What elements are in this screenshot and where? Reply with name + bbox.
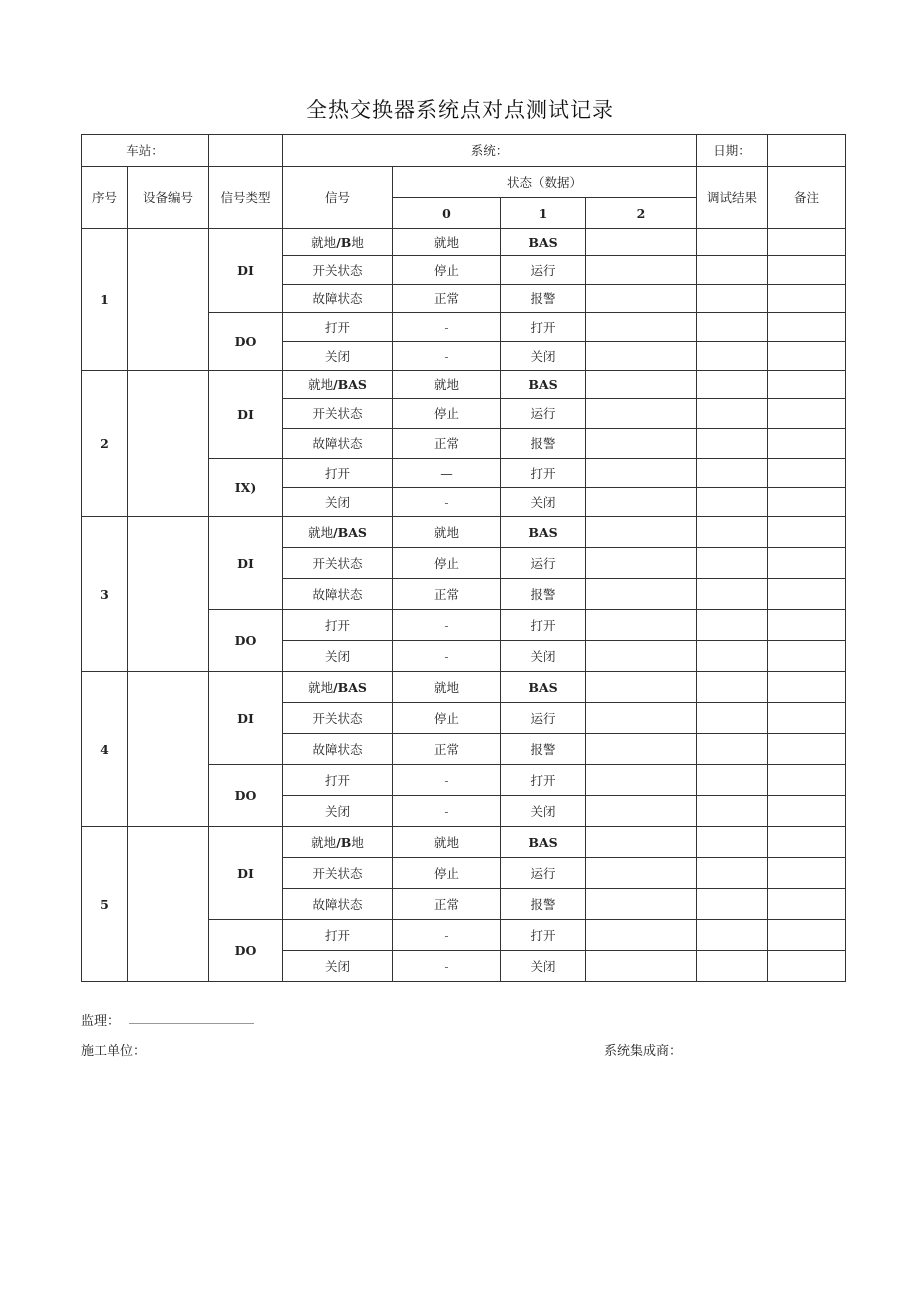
result-cell[interactable] <box>697 517 768 548</box>
col-header-result: 调试结果 <box>697 167 768 229</box>
state-2-value[interactable] <box>586 641 697 672</box>
state-1-value: 报警 <box>501 285 586 313</box>
row-seq: 2 <box>82 371 128 517</box>
signal-name: 就地/B地 <box>283 229 393 256</box>
row-seq: 3 <box>82 517 128 672</box>
remark-cell[interactable] <box>768 734 846 765</box>
state-0-value: - <box>393 342 501 371</box>
state-2-value[interactable] <box>586 459 697 488</box>
state-1-value: 打开 <box>501 765 586 796</box>
result-cell[interactable] <box>697 548 768 579</box>
signal-type-di: DI <box>209 827 283 920</box>
state-1-value: 报警 <box>501 734 586 765</box>
state-1-value: 运行 <box>501 858 586 889</box>
test-record-table <box>81 134 846 982</box>
state-0-value: 正常 <box>393 889 501 920</box>
station-label: 车站： <box>82 135 209 167</box>
state-2-value[interactable] <box>586 796 697 827</box>
state-1-value: 打开 <box>501 610 586 641</box>
state-1-value: 报警 <box>501 889 586 920</box>
table-row <box>82 517 846 548</box>
state-0-value: 就地 <box>393 229 501 256</box>
header-row-columns <box>82 167 846 198</box>
state-0-value: 正常 <box>393 734 501 765</box>
system-label: 系统： <box>283 135 697 167</box>
state-2-value[interactable] <box>586 517 697 548</box>
result-cell[interactable] <box>697 399 768 429</box>
signal-name: 打开 <box>283 920 393 951</box>
date-label: 日期： <box>697 135 768 167</box>
state-2-value[interactable] <box>586 610 697 641</box>
state-1-value: 关闭 <box>501 342 586 371</box>
state-2-value[interactable] <box>586 313 697 342</box>
state-1-value: 运行 <box>501 548 586 579</box>
signal-name: 故障状态 <box>283 734 393 765</box>
signal-name: 开关状态 <box>283 399 393 429</box>
state-0-value: 就地 <box>393 517 501 548</box>
device-id-cell[interactable] <box>128 229 209 371</box>
state-2-value[interactable] <box>586 889 697 920</box>
signal-type-do: IX) <box>209 459 283 517</box>
result-cell[interactable] <box>697 796 768 827</box>
remark-cell[interactable] <box>768 672 846 703</box>
state-2-value[interactable] <box>586 734 697 765</box>
state-1-value: 打开 <box>501 459 586 488</box>
result-cell[interactable] <box>697 672 768 703</box>
result-cell[interactable] <box>697 342 768 371</box>
signal-name: 故障状态 <box>283 889 393 920</box>
state-1-value: BAS <box>501 827 586 858</box>
device-id-cell[interactable] <box>128 517 209 672</box>
result-cell[interactable] <box>697 256 768 285</box>
state-1-value: 关闭 <box>501 951 586 982</box>
result-cell[interactable] <box>697 610 768 641</box>
result-cell[interactable] <box>697 579 768 610</box>
state-0-value: - <box>393 951 501 982</box>
state-0-value: 就地 <box>393 827 501 858</box>
state-1-value: 运行 <box>501 399 586 429</box>
state-2-value[interactable] <box>586 256 697 285</box>
row-seq: 5 <box>82 827 128 982</box>
remark-cell[interactable] <box>768 342 846 371</box>
result-cell[interactable] <box>697 858 768 889</box>
state-1-value: 打开 <box>501 920 586 951</box>
state-2-value[interactable] <box>586 827 697 858</box>
state-0-value: 正常 <box>393 285 501 313</box>
remark-cell[interactable] <box>768 313 846 342</box>
signal-name: 开关状态 <box>283 703 393 734</box>
result-cell[interactable] <box>697 951 768 982</box>
col-header-signal-type: 信号类型 <box>209 167 283 229</box>
col-header-state: 状态（数据） <box>393 167 697 198</box>
col-header-state-2: 2 <box>586 198 697 229</box>
device-id-cell[interactable] <box>128 827 209 982</box>
state-2-value[interactable] <box>586 765 697 796</box>
signal-name: 关闭 <box>283 951 393 982</box>
state-0-value: 就地 <box>393 672 501 703</box>
signal-type-di: DI <box>209 517 283 610</box>
remark-cell[interactable] <box>768 641 846 672</box>
signal-name: 就地/BAS <box>283 517 393 548</box>
col-header-signal: 信号 <box>283 167 393 229</box>
remark-cell[interactable] <box>768 371 846 399</box>
state-0-value: 就地 <box>393 371 501 399</box>
state-2-value[interactable] <box>586 342 697 371</box>
state-2-value[interactable] <box>586 920 697 951</box>
remark-cell[interactable] <box>768 951 846 982</box>
table-row <box>82 371 846 399</box>
result-cell[interactable] <box>697 371 768 399</box>
table-row <box>82 672 846 703</box>
remark-cell[interactable] <box>768 703 846 734</box>
signal-name: 打开 <box>283 765 393 796</box>
signal-name: 故障状态 <box>283 285 393 313</box>
col-header-remark: 备注 <box>768 167 846 229</box>
date-value-cell[interactable] <box>768 135 846 167</box>
state-2-value[interactable] <box>586 579 697 610</box>
state-2-value[interactable] <box>586 951 697 982</box>
signal-type-di: DI <box>209 672 283 765</box>
remark-cell[interactable] <box>768 517 846 548</box>
signal-name: 就地/B地 <box>283 827 393 858</box>
result-cell[interactable] <box>697 229 768 256</box>
row-seq: 4 <box>82 672 128 827</box>
result-cell[interactable] <box>697 889 768 920</box>
integrator-label: 系统集成商： <box>604 1044 683 1059</box>
state-2-value[interactable] <box>586 672 697 703</box>
remark-cell[interactable] <box>768 229 846 256</box>
result-cell[interactable] <box>697 459 768 488</box>
state-0-value: - <box>393 920 501 951</box>
state-2-value[interactable] <box>586 488 697 517</box>
state-2-value[interactable] <box>586 703 697 734</box>
result-cell[interactable] <box>697 827 768 858</box>
state-1-value: 关闭 <box>501 796 586 827</box>
state-2-value[interactable] <box>586 285 697 313</box>
state-2-value[interactable] <box>586 371 697 399</box>
signal-name: 故障状态 <box>283 429 393 459</box>
col-header-device-id: 设备编号 <box>128 167 209 229</box>
signal-name: 打开 <box>283 610 393 641</box>
signal-name: 就地/BAS <box>283 672 393 703</box>
remark-cell[interactable] <box>768 256 846 285</box>
signal-type-do: DO <box>209 313 283 371</box>
supervisor-label: 监理： <box>81 1014 121 1029</box>
table-row <box>82 827 846 858</box>
state-2-value[interactable] <box>586 858 697 889</box>
signal-name: 开关状态 <box>283 256 393 285</box>
state-0-value: 停止 <box>393 703 501 734</box>
result-cell[interactable] <box>697 285 768 313</box>
state-0-value: - <box>393 610 501 641</box>
state-0-value: - <box>393 796 501 827</box>
signal-name: 打开 <box>283 313 393 342</box>
contractor-label: 施工单位： <box>81 1044 147 1059</box>
result-cell[interactable] <box>697 765 768 796</box>
state-1-value: 运行 <box>501 703 586 734</box>
remark-cell[interactable] <box>768 796 846 827</box>
result-cell[interactable] <box>697 734 768 765</box>
col-header-seq: 序号 <box>82 167 128 229</box>
state-0-value: — <box>393 459 501 488</box>
remark-cell[interactable] <box>768 579 846 610</box>
signal-name: 关闭 <box>283 641 393 672</box>
state-1-value: 运行 <box>501 256 586 285</box>
remark-cell[interactable] <box>768 548 846 579</box>
state-1-value: BAS <box>501 517 586 548</box>
state-0-value: 停止 <box>393 256 501 285</box>
state-1-value: BAS <box>501 371 586 399</box>
state-2-value[interactable] <box>586 399 697 429</box>
result-cell[interactable] <box>697 641 768 672</box>
col-header-state-0: 0 <box>393 198 501 229</box>
result-cell[interactable] <box>697 703 768 734</box>
signal-type-di: DI <box>209 229 283 313</box>
signal-name: 故障状态 <box>283 579 393 610</box>
state-1-value: 报警 <box>501 429 586 459</box>
state-0-value: 正常 <box>393 579 501 610</box>
state-2-value[interactable] <box>586 229 697 256</box>
state-0-value: 停止 <box>393 858 501 889</box>
state-0-value: 停止 <box>393 548 501 579</box>
result-cell[interactable] <box>697 429 768 459</box>
remark-cell[interactable] <box>768 399 846 429</box>
signal-type-do: DO <box>209 920 283 982</box>
state-1-value: 关闭 <box>501 641 586 672</box>
remark-cell[interactable] <box>768 610 846 641</box>
signal-name: 开关状态 <box>283 858 393 889</box>
state-0-value: - <box>393 641 501 672</box>
page-title: 全热交换器系统点对点测试记录 <box>306 98 614 122</box>
state-1-value: 报警 <box>501 579 586 610</box>
state-0-value: 停止 <box>393 399 501 429</box>
table-row <box>82 229 846 256</box>
row-seq: 1 <box>82 229 128 371</box>
signal-type-do: DO <box>209 765 283 827</box>
state-1-value: 关闭 <box>501 488 586 517</box>
header-row-station <box>82 135 846 167</box>
signal-type-di: DI <box>209 371 283 459</box>
signal-name: 关闭 <box>283 796 393 827</box>
remark-cell[interactable] <box>768 889 846 920</box>
signal-name: 关闭 <box>283 342 393 371</box>
signal-name: 关闭 <box>283 488 393 517</box>
remark-cell[interactable] <box>768 765 846 796</box>
state-0-value: - <box>393 765 501 796</box>
col-header-state-1: 1 <box>501 198 586 229</box>
remark-cell[interactable] <box>768 488 846 517</box>
supervisor-signature-line[interactable] <box>129 1023 254 1024</box>
remark-cell[interactable] <box>768 827 846 858</box>
station-value-cell[interactable] <box>209 135 283 167</box>
result-cell[interactable] <box>697 313 768 342</box>
state-0-value: - <box>393 488 501 517</box>
state-1-value: BAS <box>501 672 586 703</box>
signal-name: 打开 <box>283 459 393 488</box>
result-cell[interactable] <box>697 488 768 517</box>
state-1-value: 打开 <box>501 313 586 342</box>
remark-cell[interactable] <box>768 459 846 488</box>
signal-type-do: DO <box>209 610 283 672</box>
state-0-value: 正常 <box>393 429 501 459</box>
device-id-cell[interactable] <box>128 672 209 827</box>
remark-cell[interactable] <box>768 920 846 951</box>
remark-cell[interactable] <box>768 285 846 313</box>
remark-cell[interactable] <box>768 858 846 889</box>
signal-name: 开关状态 <box>283 548 393 579</box>
result-cell[interactable] <box>697 920 768 951</box>
state-2-value[interactable] <box>586 429 697 459</box>
state-1-value: BAS <box>501 229 586 256</box>
state-0-value: - <box>393 313 501 342</box>
state-2-value[interactable] <box>586 548 697 579</box>
signal-name: 就地/BAS <box>283 371 393 399</box>
remark-cell[interactable] <box>768 429 846 459</box>
device-id-cell[interactable] <box>128 371 209 517</box>
